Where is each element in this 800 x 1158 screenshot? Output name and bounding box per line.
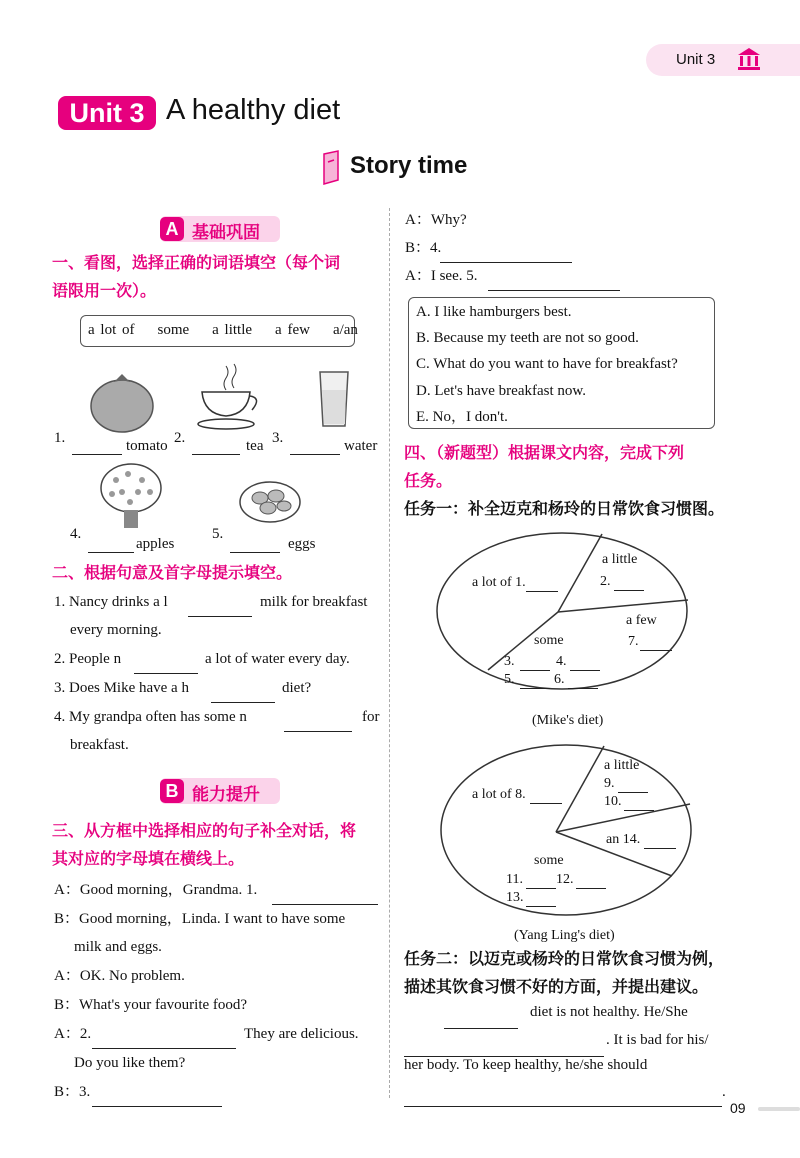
tea-cup-icon — [196, 362, 266, 432]
q3-blank-2[interactable] — [92, 1034, 236, 1049]
unit-tab-label: Unit 3 — [676, 51, 716, 68]
mike-few: a few — [626, 613, 657, 628]
yang-blank-9[interactable] — [618, 778, 648, 793]
q2-s3a: 3. Does Mike have a h — [54, 680, 189, 696]
word-list: a lot of some a little a few a/an — [88, 322, 358, 338]
yang-n10: 10. — [604, 794, 622, 809]
task2-line-1: 任务二：以迈克或杨玲的日常饮食习惯为例， — [404, 951, 725, 968]
unit-tab — [646, 44, 800, 76]
q3-blank-1[interactable] — [272, 890, 378, 905]
q4-instruction-2: 任务。 — [404, 473, 453, 490]
option-a: A. I like hamburgers best. — [416, 304, 572, 320]
section-a-letter: A — [160, 217, 184, 241]
mike-blank-6[interactable] — [568, 674, 598, 689]
q2-s4c: breakfast. — [70, 737, 129, 753]
q3-dialog-8: B：4. — [405, 240, 442, 256]
q1-item-2-word: tea — [246, 438, 264, 454]
q2-blank-3[interactable] — [211, 688, 275, 703]
mike-n3: 3. — [504, 654, 515, 669]
q2-s3b: diet? — [282, 680, 312, 696]
q3-dialog-6: B：3. — [54, 1084, 91, 1100]
q1-item-3-word: water — [344, 438, 378, 454]
mike-blank-1[interactable] — [526, 577, 558, 592]
task2-line-2: 描述其饮食习惯不好的方面，并提出建议。 — [404, 979, 709, 996]
mike-blank-2[interactable] — [614, 576, 644, 591]
q1-blank-2[interactable] — [192, 440, 240, 455]
mike-blank-5[interactable] — [520, 674, 550, 689]
yang-n12: 12. — [556, 872, 574, 887]
mike-n4: 4. — [556, 654, 567, 669]
q3-dialog-4: B：What's your favourite food? — [54, 997, 248, 1013]
q3-dialog-2: B：Good morning，Linda. I want to have some — [54, 911, 346, 927]
yang-blank-13[interactable] — [526, 892, 556, 907]
q1-blank-1[interactable] — [72, 440, 122, 455]
q1-item-5-num: 5. — [212, 526, 224, 542]
yang-caption: (Yang Ling's diet) — [514, 928, 615, 943]
q4-instruction-1: 四、（新题型）根据课文内容，完成下列 — [404, 445, 685, 462]
yang-lot: a lot of 8. — [472, 787, 526, 802]
q1-item-4-word: apples — [136, 536, 175, 552]
q2-s4b: for — [362, 709, 380, 725]
eggs-icon — [238, 476, 302, 524]
mike-blank-3[interactable] — [520, 656, 550, 671]
q3-instruction-2: 其对应的字母填在横线上。 — [52, 851, 245, 868]
task2-blank-1[interactable] — [444, 1014, 518, 1029]
mike-n5: 5. — [504, 672, 515, 687]
yang-blank-14[interactable] — [644, 834, 676, 849]
yang-blank-8[interactable] — [530, 789, 562, 804]
q3-dialog-9: A：I see. 5. — [405, 268, 478, 284]
q3-blank-3[interactable] — [92, 1092, 222, 1107]
yang-blank-10[interactable] — [624, 796, 654, 811]
yang-n9: 9. — [604, 776, 615, 791]
mike-little-n: 2. — [600, 574, 611, 589]
q2-s1a: 1. Nancy drinks a l — [54, 594, 168, 610]
q2-s4a: 4. My grandpa often has some n — [54, 709, 247, 725]
task2-w2: . It is bad for his/ — [606, 1032, 709, 1048]
q3-dialog-7: A：Why? — [405, 212, 467, 228]
q3-dialog-3: A：OK. No problem. — [54, 968, 185, 984]
yang-blank-12[interactable] — [576, 874, 606, 889]
column-divider — [389, 208, 390, 1098]
glass-of-water-icon — [316, 370, 352, 430]
q2-s1b: milk for breakfast — [260, 594, 368, 610]
yang-an: an 14. — [606, 832, 641, 847]
q3-dialog-5a: A：2. — [54, 1026, 92, 1042]
q2-s1c: every morning. — [70, 622, 162, 638]
q1-item-3-num: 3. — [272, 430, 284, 446]
q3-dialog-5c: Do you like them? — [74, 1055, 186, 1071]
task2-w3: her body. To keep healthy, he/she should — [404, 1057, 648, 1073]
mike-little: a little — [602, 552, 638, 567]
q2-instruction: 二、根据句意及首字母提示填空。 — [52, 565, 293, 582]
task2-w1: diet is not healthy. He/She — [530, 1004, 688, 1020]
yang-n13: 13. — [506, 890, 524, 905]
section-b-letter: B — [160, 779, 184, 803]
mike-few-n: 7. — [628, 634, 639, 649]
yang-blank-11[interactable] — [526, 874, 556, 889]
option-b: B. Because my teeth are not so good. — [416, 330, 639, 346]
mike-caption: (Mike's diet) — [532, 713, 604, 728]
section-a-label: 基础巩固 — [192, 223, 260, 242]
q1-item-1-num: 1. — [54, 430, 66, 446]
task1-title: 任务一：补全迈克和杨玲的日常饮食习惯图。 — [404, 501, 725, 518]
page-title: A healthy diet — [166, 94, 341, 126]
unit-badge: Unit 3 — [58, 96, 156, 130]
q3-instruction-1: 三、从方框中选择相应的句子补全对话，将 — [52, 823, 357, 840]
q2-s2a: 2. People n — [54, 651, 122, 667]
mike-some: some — [534, 633, 564, 648]
q1-item-4-num: 4. — [70, 526, 82, 542]
mike-n6: 6. — [554, 672, 565, 687]
q1-item-1-word: tomato — [126, 438, 168, 454]
q2-blank-4[interactable] — [284, 717, 352, 732]
q1-item-2-num: 2. — [174, 430, 186, 446]
q2-blank-1[interactable] — [188, 602, 252, 617]
mike-lot: a lot of 1. — [472, 575, 526, 590]
option-e: E. No，I don't. — [416, 409, 508, 425]
section-b-label: 能力提升 — [192, 785, 260, 804]
q1-instruction-1: 一、看图，选择正确的词语填空（每个词 — [52, 255, 341, 272]
tomato-icon — [88, 368, 158, 434]
option-d: D. Let's have breakfast now. — [416, 383, 587, 399]
q3-blank-5[interactable] — [488, 276, 620, 291]
q2-blank-2[interactable] — [134, 659, 198, 674]
task2-w4: . — [722, 1084, 726, 1100]
apple-tree-icon — [98, 462, 164, 530]
q1-item-5-word: eggs — [288, 536, 316, 552]
option-c: C. What do you want to have for breakfast? — [416, 356, 678, 372]
page-bar — [758, 1107, 800, 1111]
q1-instruction-2: 语限用一次）。 — [52, 283, 157, 300]
book-icon — [320, 150, 344, 186]
building-icon — [736, 46, 762, 72]
task2-blank-3[interactable] — [404, 1092, 722, 1107]
yang-n11: 11. — [506, 872, 523, 887]
q3-dialog-1: A：Good morning，Grandma. 1. — [54, 882, 258, 898]
mike-blank-7[interactable] — [640, 636, 672, 651]
q2-s2b: a lot of water every day. — [205, 651, 350, 667]
yang-some: some — [534, 853, 564, 868]
story-title: Story time — [350, 152, 468, 179]
q1-blank-3[interactable] — [290, 440, 340, 455]
q1-blank-4[interactable] — [88, 538, 134, 553]
q3-blank-4[interactable] — [440, 248, 572, 263]
yang-little: a little — [604, 758, 640, 773]
q1-blank-5[interactable] — [230, 538, 280, 553]
mike-blank-4[interactable] — [570, 656, 600, 671]
q3-dialog-5b: They are delicious. — [244, 1026, 359, 1042]
page-number: 09 — [730, 1100, 746, 1116]
q3-dialog-2b: milk and eggs. — [74, 939, 162, 955]
